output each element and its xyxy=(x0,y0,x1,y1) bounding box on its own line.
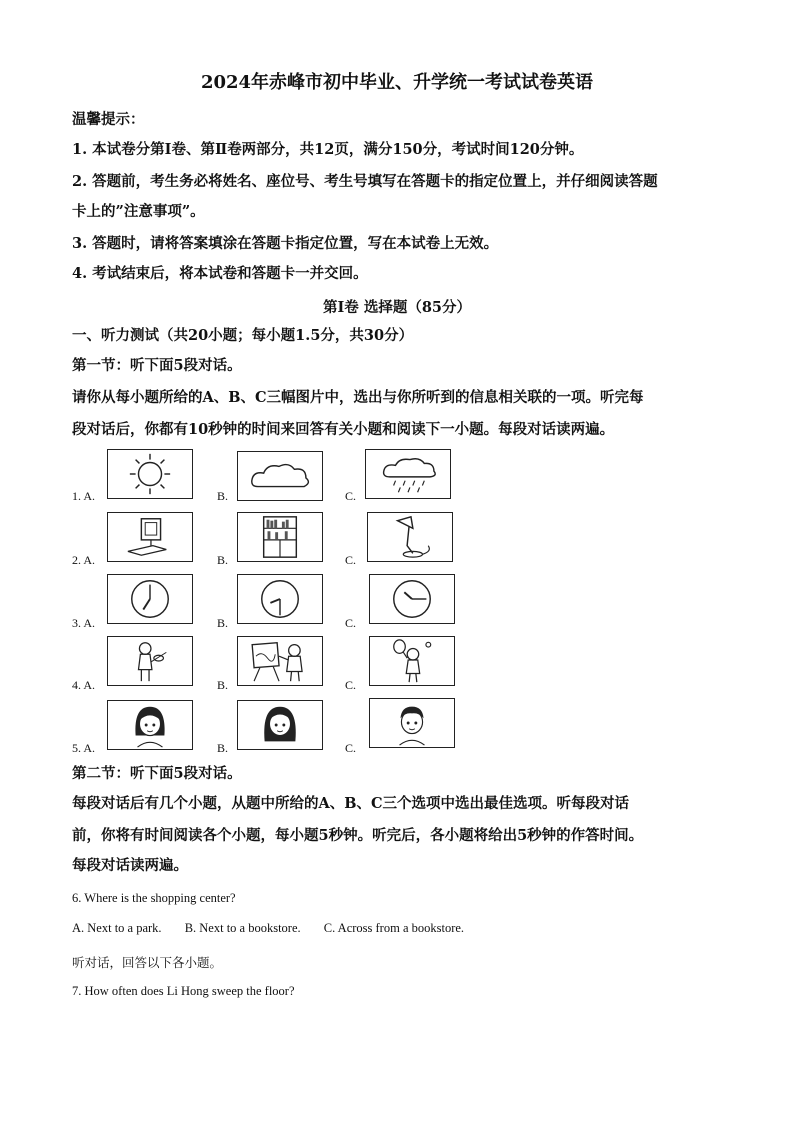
clock-icon[interactable] xyxy=(237,574,323,624)
subsection-2-heading: 第二节：听下面5段对话。 xyxy=(72,765,242,782)
question-6-options xyxy=(72,921,484,936)
q2-label-a: 2. A. xyxy=(72,553,96,567)
question-7: 7. How often does Li Hong sweep the floor? xyxy=(72,984,295,998)
subsection-1-heading: 第一节：听下面5段对话。 xyxy=(72,357,242,374)
rain-cloud-icon[interactable] xyxy=(365,449,451,499)
q5-label-c: C. xyxy=(345,741,357,755)
q1-label-c: C. xyxy=(345,489,357,503)
cloud-icon[interactable] xyxy=(237,451,323,501)
girl-bangs-icon[interactable] xyxy=(107,700,193,750)
q3-label-c: C. xyxy=(345,616,357,630)
q5-label-b: B. xyxy=(217,741,229,755)
instructions-1-line-2: 段对话后，你都有10秒钟的时间来回答有关小题和阅读下一小题。每段对话读两遍。 xyxy=(72,421,615,438)
instructions-2-line-3: 每段对话读两遍。 xyxy=(72,857,188,874)
girl-tennis-icon[interactable] xyxy=(369,636,455,686)
sun-icon[interactable] xyxy=(107,449,193,499)
notice-heading: 温馨提示： xyxy=(72,111,145,128)
section-title: 第Ⅰ卷 选择题（85分） xyxy=(322,299,471,316)
part-heading: 一、听力测试（共20小题；每小题1.5分，共30分） xyxy=(72,327,414,344)
question-6: 6. Where is the shopping center? xyxy=(72,891,236,905)
q6-option-a[interactable]: A. Next to a park. xyxy=(72,921,162,935)
q6-option-b[interactable]: B. Next to a bookstore. xyxy=(184,921,301,935)
instructions-1-line-1: 请你从每小题所给的A、B、C三幅图片中，选出与你所听到的信息相关联的一项。听完每 xyxy=(72,389,644,406)
q1-label-a: 1. A. xyxy=(72,489,96,503)
clock-icon[interactable] xyxy=(369,574,455,624)
listen-note: 听对话，回答以下各小题。 xyxy=(72,956,223,970)
q1-label-b: B. xyxy=(217,489,229,503)
page-title: 2024年赤峰市初中毕业、升学统一考试试卷英语 xyxy=(200,72,594,93)
q4-label-c: C. xyxy=(345,678,357,692)
desk-lamp-icon[interactable] xyxy=(367,512,453,562)
q5-label-a: 5. A. xyxy=(72,741,96,755)
q3-label-b: B. xyxy=(217,616,229,630)
girl-violin-icon[interactable] xyxy=(107,636,193,686)
bookshelf-icon[interactable] xyxy=(237,512,323,562)
instructions-2-line-1: 每段对话后有几个小题，从题中所给的A、B、C三个选项中选出最佳选项。听每段对话 xyxy=(72,795,630,812)
clock-icon[interactable] xyxy=(107,574,193,624)
notice-item-4: 4. 考试结束后，将本试卷和答题卡一并交回。 xyxy=(72,265,368,282)
q2-label-b: B. xyxy=(217,553,229,567)
notice-item-2-cont: 卡上的”注意事项”。 xyxy=(72,203,205,220)
instructions-2-line-2: 前，你将有时间阅读各个小题，每小题5秒钟。听完后，各小题将给出5秒钟的作答时间。 xyxy=(72,827,644,844)
computer-icon[interactable] xyxy=(107,512,193,562)
notice-item-1: 1. 本试卷分第Ⅰ卷、第Ⅱ卷两部分，共12页，满分150分，考试时间120分钟。 xyxy=(72,141,584,158)
notice-item-2: 2. 答题前，考生务必将姓名、座位号、考生号填写在答题卡的指定位置上，并仔细阅读答题 xyxy=(72,173,658,190)
q3-label-a: 3. A. xyxy=(72,616,96,630)
q2-label-c: C. xyxy=(345,553,357,567)
boy-painting-icon[interactable] xyxy=(237,636,323,686)
notice-item-3: 3. 答题时，请将答案填涂在答题卡指定位置，写在本试卷上无效。 xyxy=(72,235,499,252)
q4-label-a: 4. A. xyxy=(72,678,96,692)
boy-face-icon[interactable] xyxy=(369,698,455,748)
girl-long-hair-icon[interactable] xyxy=(237,700,323,750)
q4-label-b: B. xyxy=(217,678,229,692)
q6-option-c[interactable]: C. Across from a bookstore. xyxy=(323,921,465,935)
